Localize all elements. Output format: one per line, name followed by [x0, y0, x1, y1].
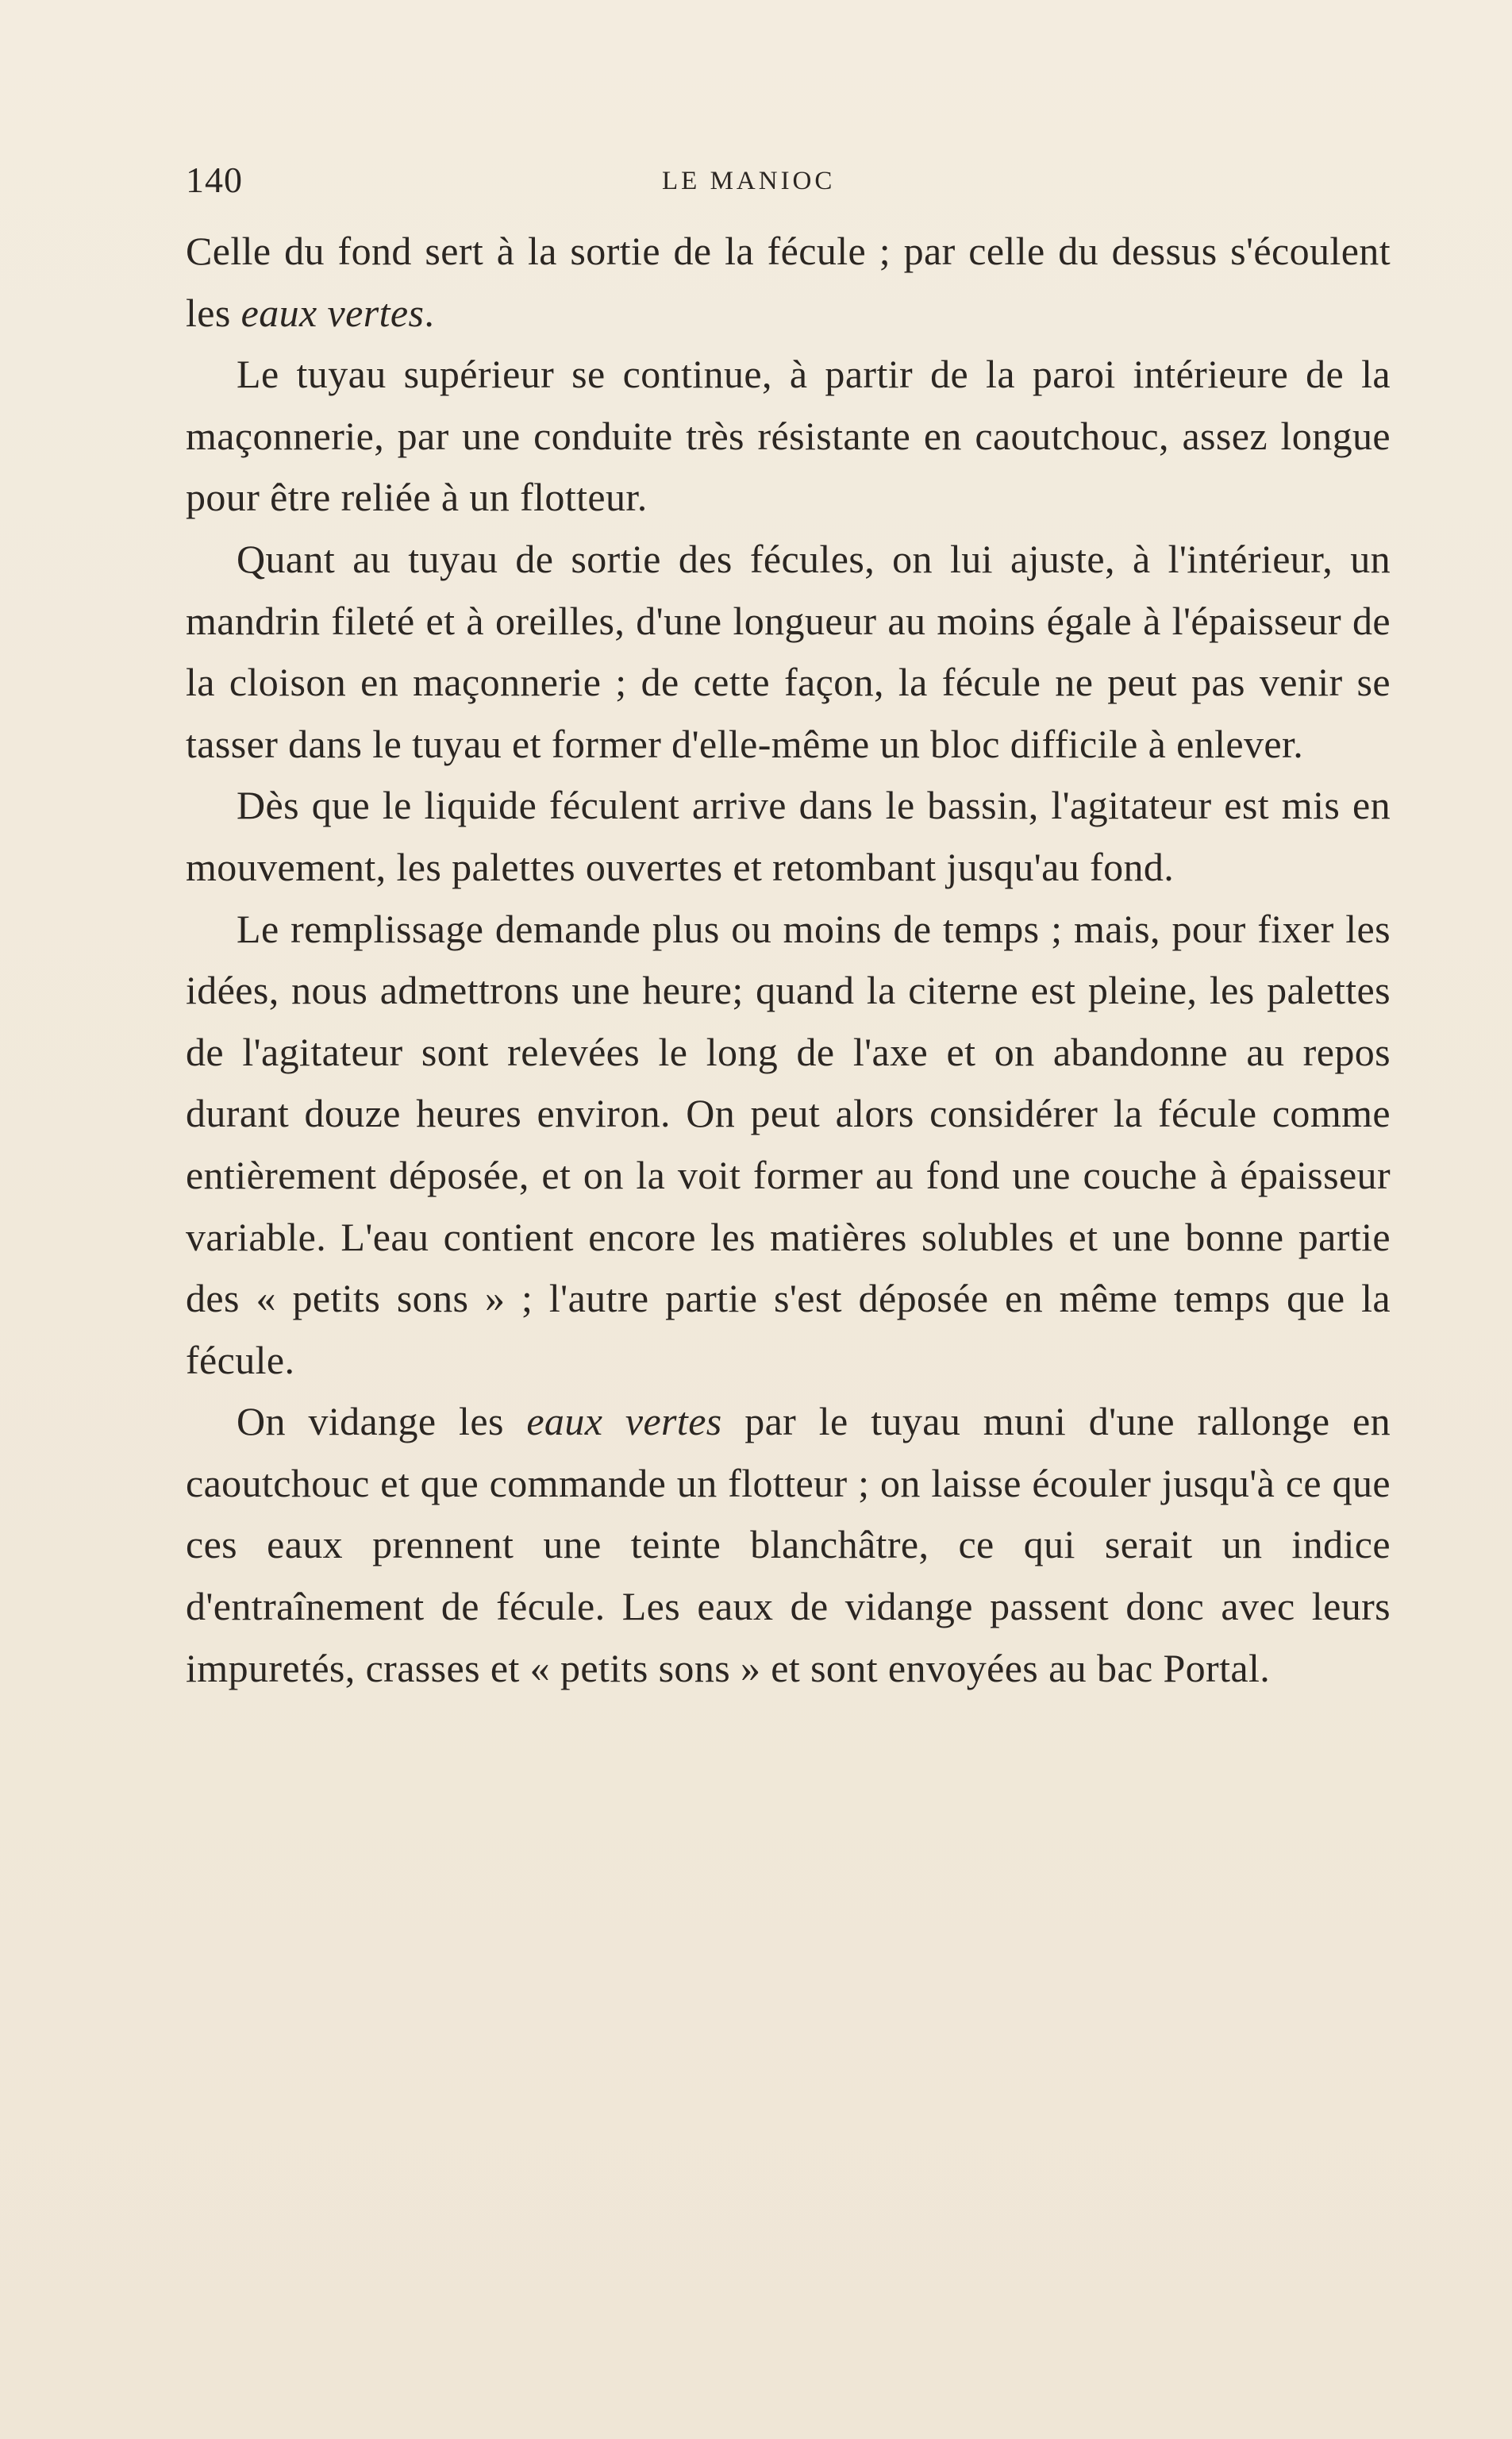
paragraph-4: Dès que le liquide féculent arrive dans le bassin, l'agitateur est mis en mouvement, les palettes ouvertes et retombant jusqu'au fond. — [186, 783, 1391, 889]
paragraph-1-tail: . — [424, 290, 435, 335]
paragraph-2: Le tuyau supérieur se continue, à partir de la paroi intérieure de la maçonnerie, par une conduite très résistante en caoutchouc, assez longue pour être reliée à un flotteur. — [186, 352, 1391, 520]
paragraph-5: Le remplissage demande plus ou moins de temps ; mais, pour fixer les idées, nous admettrons une heure; quand la citerne est pleine, les palettes de l'agitateur sont relevées le long de l'axe et on abandonne au repos durant douze heures environ. On peut alors considérer la fécule comme entièrement déposée, et on la voit former au fond une couche à épaisseur variable. L'eau contient encore les matières solubles et une bonne partie des « petits sons » ; l'autre partie s'est déposée en même temps que la fécule. — [186, 906, 1391, 1382]
paragraph-1-text: Celle du fond sert à la sortie de la fécule ; par celle du dessus s'écoulent les — [186, 229, 1391, 335]
paragraph-3: Quant au tuyau de sortie des fécules, on lui ajuste, à l'intérieur, un mandrin fileté et à oreilles, d'une longueur au moins égale à l'épaisseur de la cloison en maçonnerie ; de cette façon, la fécule ne peut pas venir se tasser dans le tuyau et former d'elle-même un bloc difficile à enlever. — [186, 536, 1391, 766]
paragraph-1 — [186, 221, 1391, 344]
paragraph-6 — [186, 1391, 1391, 1699]
paragraph-6-text: On vidange les — [237, 1399, 527, 1444]
paragraph-6-italic: eaux vertes — [526, 1399, 722, 1444]
running-title: LE MANIOC — [662, 167, 836, 195]
body-text — [186, 221, 1391, 1699]
paragraph-6-tail: par le tuyau muni d'une rallonge en caoutchouc et que commande un flotteur ; on laisse écouler jusqu'à ce que ces eaux prennent une teinte blanchâtre, ce qui serait un indice d'entraînement de fécule. Les eaux de vidange passent donc avec leurs impuretés, crasses et « petits sons » et sont envoyées au bac Portal. — [186, 1399, 1391, 1690]
paragraph-1-italic: eaux vertes — [240, 290, 425, 335]
page-number: 140 — [186, 160, 243, 200]
running-header — [186, 159, 1393, 206]
